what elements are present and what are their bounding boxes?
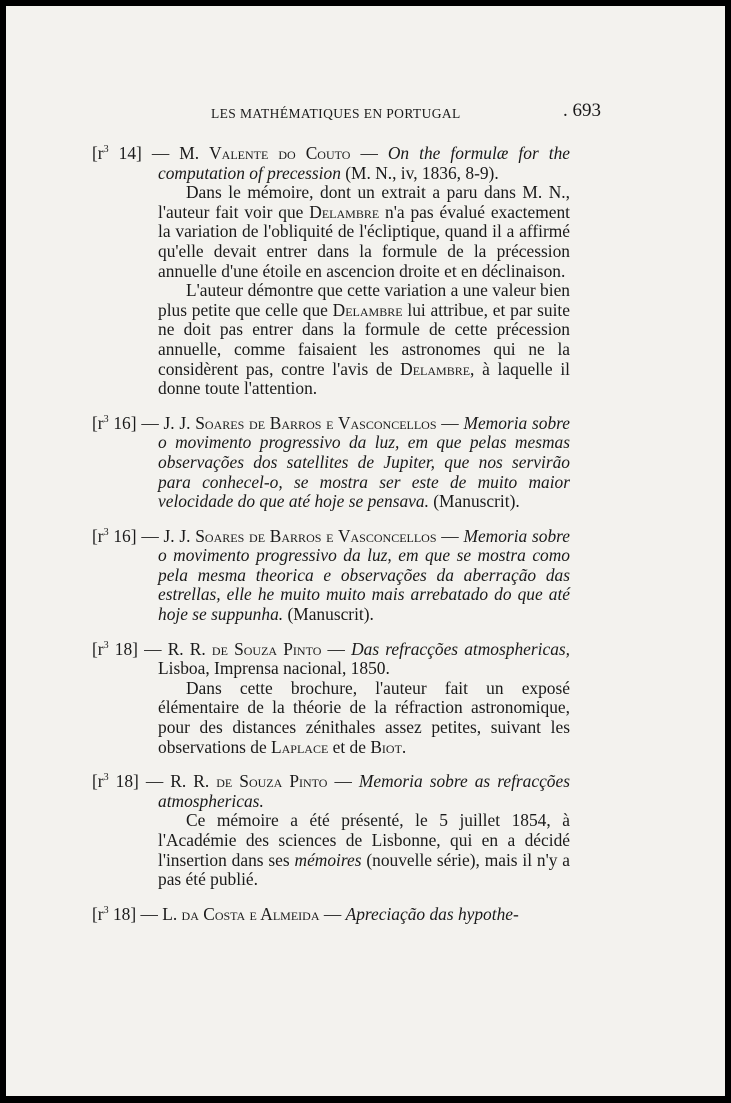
page — [6, 6, 725, 1096]
bibliography-entry — [92, 527, 570, 625]
entry-code — [92, 143, 142, 163]
entry-code-superscript: 3 — [103, 639, 109, 651]
entry-code-number: 16] — [108, 412, 137, 433]
entry-title: Memoria sobre as refracções atmosphericas. — [158, 771, 570, 811]
bibliography-entry — [92, 772, 570, 890]
entry-heading — [92, 144, 570, 183]
bibliography-list — [92, 144, 570, 939]
entry-separator: — — [321, 638, 352, 659]
entry-reference: (M. N., iv, 1836, 8-9). — [340, 162, 499, 183]
entry-reference: Lisboa, Imprensa nacional, 1850. — [158, 658, 390, 679]
entry-code — [92, 771, 139, 791]
description-text: L'auteur démontre que cette variation a une valeur bien plus petite que celle que — [158, 280, 570, 320]
entry-code-number: 14] — [108, 143, 142, 163]
entry-author-initials: J. J. — [163, 525, 196, 546]
entry-dash: — — [141, 143, 180, 163]
description-text: (nouvelle série), mais il n'y a pas été publié. — [158, 849, 570, 890]
entry-description — [92, 679, 570, 757]
entry-author-name: Soares de Barros e Vasconcellos — [195, 525, 437, 546]
entry-code — [92, 526, 137, 546]
entry-code — [92, 904, 136, 924]
entry-code-prefix: [r — [92, 638, 104, 659]
description-text: et de — [328, 736, 371, 757]
cited-name: Delambre — [332, 299, 403, 320]
cited-name: Delambre — [309, 201, 380, 222]
bibliography-entry — [92, 414, 570, 512]
entry-title: On the formulæ for the computation of precession — [158, 143, 570, 183]
bibliography-entry — [92, 640, 570, 758]
description-text: lui attribue, et par suite ne doit pas entrer dans la formule de cette précession annuelle, comme faisaient les astronomes qui ne la considèrent pas, contre l'avis de — [158, 299, 570, 379]
description-text: Ce mémoire a été présenté, le 5 juillet 1854, à l'Académie des sciences de Lisbonne, qui en a décidé l'insertion dans ses — [158, 810, 570, 870]
entry-separator: — — [327, 771, 359, 792]
entry-code-number: 18] — [108, 903, 137, 924]
entry-code-superscript: 3 — [103, 526, 109, 538]
entry-author-initials: R. R. — [167, 638, 212, 659]
entry-dash: — — [136, 525, 164, 546]
entry-heading — [92, 905, 570, 925]
entry-code-number: 16] — [108, 525, 137, 546]
entry-code-number: 18] — [108, 638, 138, 659]
entry-heading — [92, 640, 570, 679]
description-text: , à laquelle il donne toute l'attention. — [158, 358, 570, 399]
entry-code-superscript: 3 — [103, 772, 109, 784]
entry-author-name: de Souza Pinto — [216, 771, 328, 792]
cited-name: Laplace — [271, 736, 329, 757]
entry-separator: — — [350, 143, 388, 163]
bibliography-entry — [92, 905, 570, 925]
entry-dash: — — [137, 638, 168, 659]
entry-code-superscript: 3 — [103, 904, 109, 916]
bibliography-entry — [92, 144, 570, 399]
entry-description — [92, 811, 570, 889]
description-text: n'a pas évalué exactement la variation de l'obliquité de l'écliptique, quand il a affirmé qu'elle devait entrer dans la formule de la précession annuelle d'une étoile en ascencion droite et en déclinaison. — [158, 201, 570, 281]
entry-code-number: 18] — [108, 771, 139, 792]
entry-author-initials: R. R. — [170, 771, 217, 792]
entry-code-prefix: [r — [92, 525, 104, 546]
entry-code-prefix: [r — [92, 903, 104, 924]
entry-author-name: da Costa e Almeida — [181, 903, 320, 924]
entry-author-name: Soares de Barros e Vasconcellos — [195, 412, 437, 433]
entry-separator: — — [436, 525, 464, 546]
entry-author-initials: L. — [162, 903, 182, 924]
entry-code-prefix: [r — [92, 412, 104, 433]
running-header — [211, 100, 601, 126]
entry-author-initials: J. J. — [163, 412, 196, 433]
entry-author-name: Valente do Couto — [209, 143, 351, 163]
entry-separator: — — [319, 903, 346, 924]
cited-name: Delambre — [400, 358, 471, 379]
entry-dash: — — [136, 412, 164, 433]
entry-heading — [92, 527, 570, 625]
entry-title: Memoria sobre o movimento progressivo da luz, em que pelas mesmas observações dos satellites de Jupiter, que nos servirão para conhecel-o, se mostra ser este de muito maior velocidade do que até hoje se pensava. — [158, 412, 570, 512]
description-text: Dans le mémoire, dont un extrait a paru dans M. N., l'auteur fait voir que — [158, 182, 570, 222]
entry-description — [92, 183, 570, 281]
entry-code-superscript: 3 — [103, 144, 109, 156]
entry-title: Apreciação das hypothe- — [345, 903, 519, 924]
entry-author-initials: M. — [179, 143, 210, 163]
description-text: . — [401, 736, 407, 757]
entry-dash: — — [138, 771, 171, 792]
entry-code-superscript: 3 — [103, 413, 109, 425]
entry-dash: — — [136, 903, 163, 924]
entry-title: Das refracções atmosphericas, — [351, 638, 571, 659]
entry-separator: — — [436, 412, 464, 433]
entry-reference: (Manuscrit). — [283, 604, 374, 625]
description-text: Dans cette brochure, l'auteur fait un exposé élémentaire de la théorie de la réfraction astronomique, pour des distances zénithales assez petites, suivant les observations de — [158, 677, 570, 757]
entry-code-prefix: [r — [92, 143, 104, 163]
entry-code — [92, 639, 138, 659]
entry-heading — [92, 772, 570, 811]
italic-text: mémoires — [294, 849, 362, 870]
entry-author-name: de Souza Pinto — [211, 638, 322, 659]
entry-title: Memoria sobre o movimento progressivo da luz, em que se mostra como pela mesma theorica e observações da aberração das estrellas, elle he muito muito mais arrebatado do que até hoje se suppunha. — [158, 525, 570, 625]
cited-name: Biot — [370, 736, 402, 757]
entry-code — [92, 413, 137, 433]
entry-reference: (Manuscrit). — [428, 491, 520, 512]
entry-heading — [92, 414, 570, 512]
entry-description — [92, 281, 570, 399]
entry-code-prefix: [r — [92, 771, 104, 792]
running-title: LES MATHÉMATIQUES EN PORTUGAL — [211, 106, 461, 121]
page-number: . 693 — [563, 100, 601, 121]
